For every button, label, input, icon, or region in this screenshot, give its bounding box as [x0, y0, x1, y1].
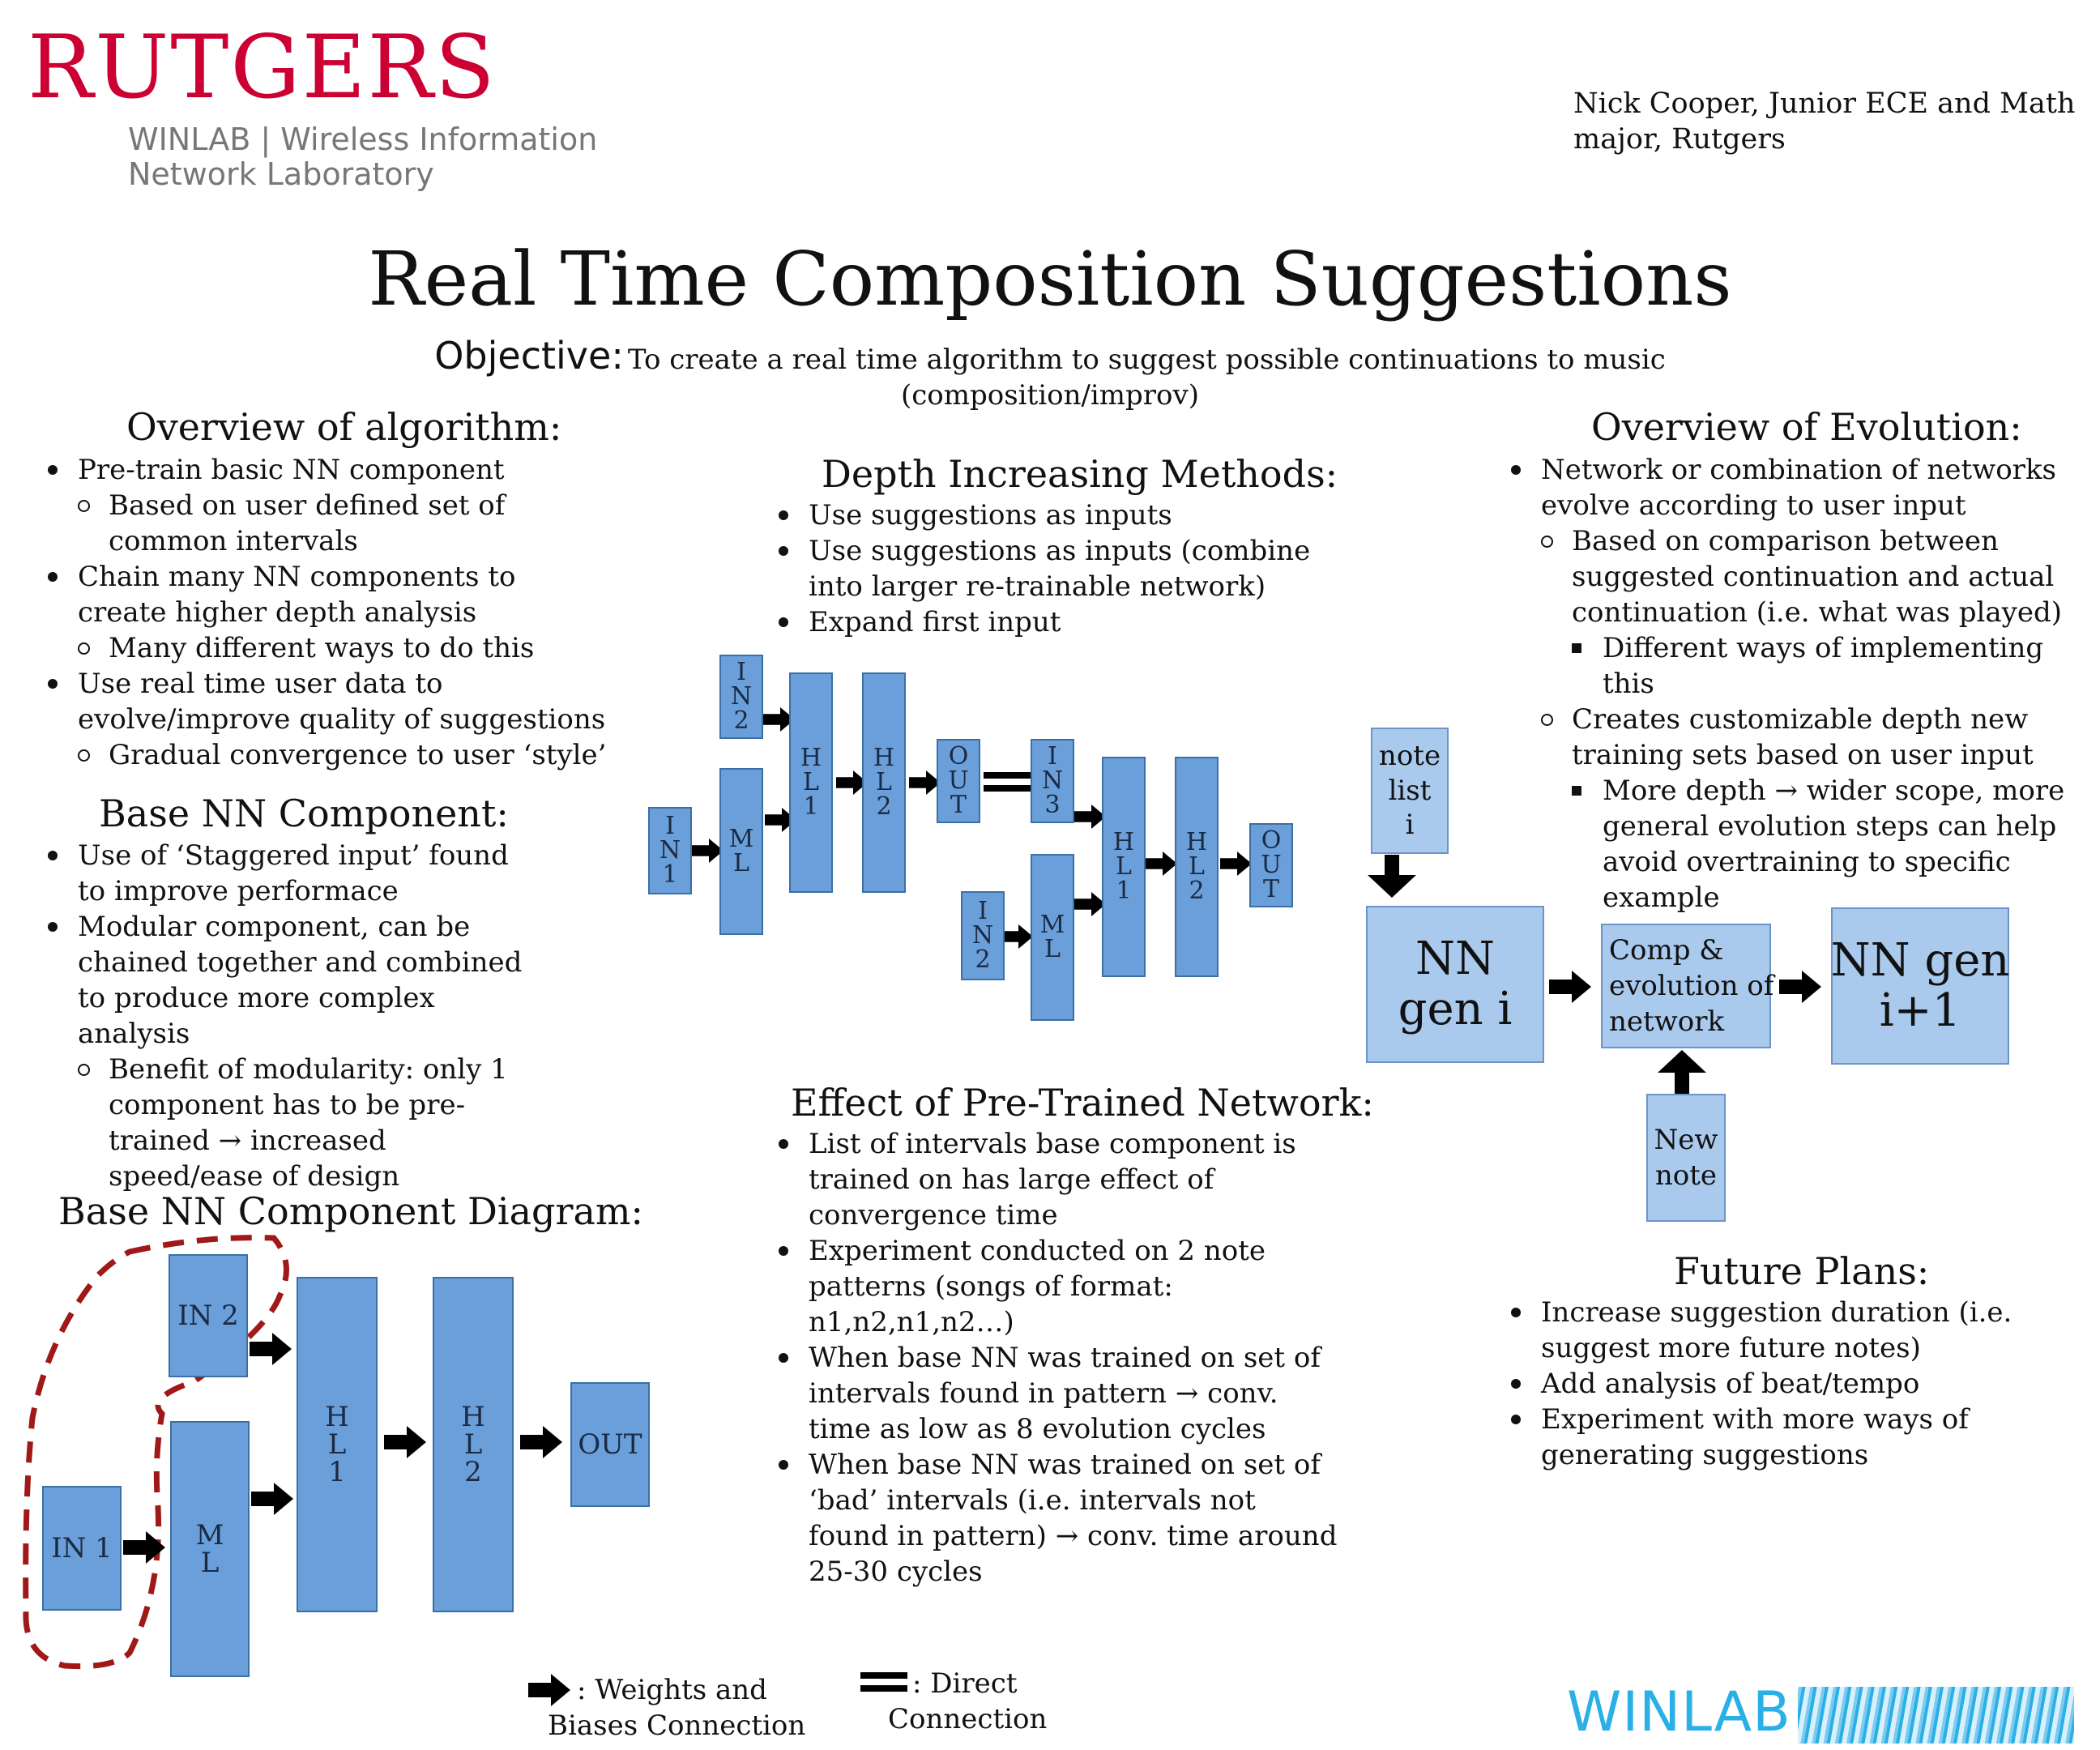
depth-methods-heading: Depth Increasing Methods: — [822, 452, 1338, 496]
list-item: When base NN was trained on set of intervals found in pattern → conv. time as low as 8 evolution cycles — [776, 1340, 1343, 1447]
list-item: Creates customizable depth new training sets based on user input — [1509, 702, 2076, 773]
objective-text: To create a real time algorithm to suggest possible continuations to music — [627, 344, 1666, 376]
depth-a-hl1-box — [789, 672, 833, 893]
winlab-subtitle-2: Network Laboratory — [128, 156, 434, 192]
note-list-label: note list i — [1378, 740, 1441, 842]
depth-a-hl1-label: H L 1 — [800, 744, 822, 821]
future-heading: Future Plans: — [1674, 1249, 1930, 1293]
list-item: When base NN was trained on set of ‘bad’ intervals (i.e. intervals not found in pattern) → conv. time around 25-30 cycles — [776, 1447, 1343, 1590]
nn-gen-i-label: NN gen i — [1398, 933, 1513, 1035]
direct-connection-a — [984, 772, 1031, 779]
legend-direct-line-2: Connection — [888, 1703, 1048, 1735]
base-diagram-heading: Base NN Component Diagram: — [58, 1189, 644, 1233]
depth-b-out-box — [1249, 823, 1293, 907]
note-list-box — [1371, 728, 1449, 854]
legend-direct-line-1: : Direct — [912, 1667, 1018, 1700]
overview-algorithm-heading: Overview of algorithm: — [126, 405, 562, 449]
depth-a-in1-box — [648, 807, 692, 894]
arrow-hl1-hl2 — [384, 1426, 426, 1458]
list-item: Different ways of implementing this — [1509, 630, 2076, 702]
list-item: Based on user defined set of common intervals — [45, 488, 612, 559]
depth-a-ml-label: M L — [728, 825, 754, 877]
base-hl2-label: H L 2 — [461, 1401, 485, 1488]
list-item: Based on comparison between suggested continuation and actual continuation (i.e. what was played) — [1509, 523, 2076, 630]
base-hl1-label: H L 1 — [325, 1401, 349, 1488]
list-item: Add analysis of beat/tempo — [1509, 1366, 2076, 1402]
objective-label: Objective: — [434, 334, 624, 378]
base-nn-heading: Base NN Component: — [99, 792, 509, 835]
depth-b-in2-label: I N 2 — [971, 897, 994, 974]
arrow-hl2-out — [520, 1426, 562, 1458]
list-item: More depth → wider scope, more general evolution steps can help avoid overtraining to specific example — [1509, 773, 2076, 916]
list-item: Increase suggestion duration (i.e. suggest more future notes) — [1509, 1295, 2076, 1366]
depth-b-ml-box — [1031, 854, 1074, 1021]
comp-evolution-box — [1601, 924, 1774, 1048]
depth-b-hl1-label: H L 1 — [1112, 828, 1135, 905]
arrow-nn-comp — [1549, 971, 1591, 1003]
page-title: Real Time Composition Suggestions — [368, 236, 1732, 322]
new-note-box — [1646, 1094, 1726, 1222]
arrow-in1-ml — [123, 1531, 165, 1564]
depth-b-out-label: O U T — [1261, 826, 1282, 903]
arrow-b-hl1-hl2 — [1146, 852, 1177, 876]
base-out-label: OUT — [578, 1428, 642, 1461]
arrow-in2-hl1 — [250, 1333, 292, 1365]
arrow-notelist-down — [1368, 855, 1416, 898]
depth-a-out-label: O U T — [948, 742, 969, 819]
list-item: Experiment conducted on 2 note patterns (songs of format: n1,n2,n1,n2…) — [776, 1233, 1343, 1340]
depth-a-in1-label: I N 1 — [659, 812, 681, 889]
depth-b-hl2-label: H L 2 — [1185, 828, 1208, 905]
legend-direct-bar-top — [860, 1672, 907, 1679]
future-list — [1509, 1295, 2076, 1473]
list-item: Expand first input — [776, 604, 1343, 640]
depth-a-ml-box — [719, 768, 763, 935]
list-item: Benefit of modularity: only 1 component has to be pre-trained → increased speed/ease of design — [45, 1052, 531, 1194]
arrow-b-in2-ml — [1001, 924, 1033, 949]
arrow-newnote-up — [1658, 1050, 1706, 1094]
list-item: Use suggestions as inputs — [776, 497, 1343, 533]
depth-a-hl2-label: H L 2 — [873, 744, 895, 821]
list-item: List of intervals base component is trained on has large effect of convergence time — [776, 1126, 1343, 1233]
list-item: Modular component, can be chained together and combined to produce more complex analysis — [45, 909, 531, 1052]
list-item: Use real time user data to evolve/improve quality of suggestions — [45, 666, 612, 737]
nn-gen-i-box — [1366, 906, 1544, 1063]
list-item: Network or combination of networks evolve according to user input — [1509, 452, 2076, 523]
evolution-heading: Overview of Evolution: — [1591, 405, 2022, 449]
legend-weights-line-1: : Weights and — [577, 1674, 767, 1706]
list-item: Gradual convergence to user ‘style’ — [45, 737, 612, 773]
winlab-logo: WINLAB — [1567, 1680, 1798, 1744]
evolution-list — [1509, 452, 2076, 916]
depth-a-in2-box — [719, 655, 763, 739]
list-item: Use suggestions as inputs (combine into larger re-trainable network) — [776, 533, 1343, 604]
nn-gen-next-label: NN gen i+1 — [1830, 934, 2010, 1037]
winlab-subtitle-1: WINLAB | Wireless Information — [128, 122, 598, 157]
author-line-1: Nick Cooper, Junior ECE and Math — [1573, 88, 2076, 120]
base-in1-label: IN 1 — [51, 1532, 113, 1564]
depth-b-in3-label: I N 3 — [1041, 742, 1064, 819]
effect-list — [776, 1126, 1343, 1590]
depth-b-ml-label: M L — [1039, 911, 1065, 963]
depth-a-hl2-box — [862, 672, 906, 893]
winlab-logo-stripes — [1782, 1687, 2074, 1744]
effect-heading: Effect of Pre-Trained Network: — [791, 1081, 1374, 1125]
arrow-ml-hl1 — [251, 1483, 293, 1515]
base-in2-label: IN 2 — [177, 1300, 239, 1332]
base-ml-label: M L — [195, 1519, 224, 1579]
new-note-label: New note — [1654, 1123, 1718, 1192]
depth-b-in3-box — [1031, 739, 1074, 823]
comp-evolution-label: Comp & evolution of network — [1609, 933, 1774, 1039]
arrow-comp-nn-next — [1779, 971, 1821, 1003]
depth-b-hl2-box — [1175, 757, 1219, 977]
list-item: Use of ‘Staggered input’ found to improve performace — [45, 838, 531, 909]
rutgers-logo: RUTGERS — [28, 17, 497, 118]
legend-weights-line-2: Biases Connection — [548, 1709, 806, 1742]
list-item: Experiment with more ways of generating suggestions — [1509, 1402, 2076, 1473]
author-line-2: major, Rutgers — [1573, 123, 1786, 156]
nn-gen-next-box — [1831, 907, 2009, 1065]
direct-connection-b — [984, 785, 1031, 792]
depth-b-hl1-box — [1102, 757, 1146, 977]
depth-methods-list — [776, 497, 1343, 640]
list-item: Chain many NN components to create higher depth analysis — [45, 559, 612, 630]
arrow-b-hl2-out — [1220, 852, 1252, 876]
depth-b-in2-box — [961, 891, 1005, 980]
list-item: Many different ways to do this — [45, 630, 612, 666]
depth-a-in2-label: I N 2 — [730, 658, 753, 735]
list-item: Pre-train basic NN component — [45, 452, 612, 488]
legend-direct-bar-bottom — [860, 1685, 907, 1692]
legend-weights-arrow — [528, 1674, 570, 1706]
objective-text-2: (composition/improv) — [900, 379, 1199, 412]
depth-a-out-box — [937, 739, 980, 823]
